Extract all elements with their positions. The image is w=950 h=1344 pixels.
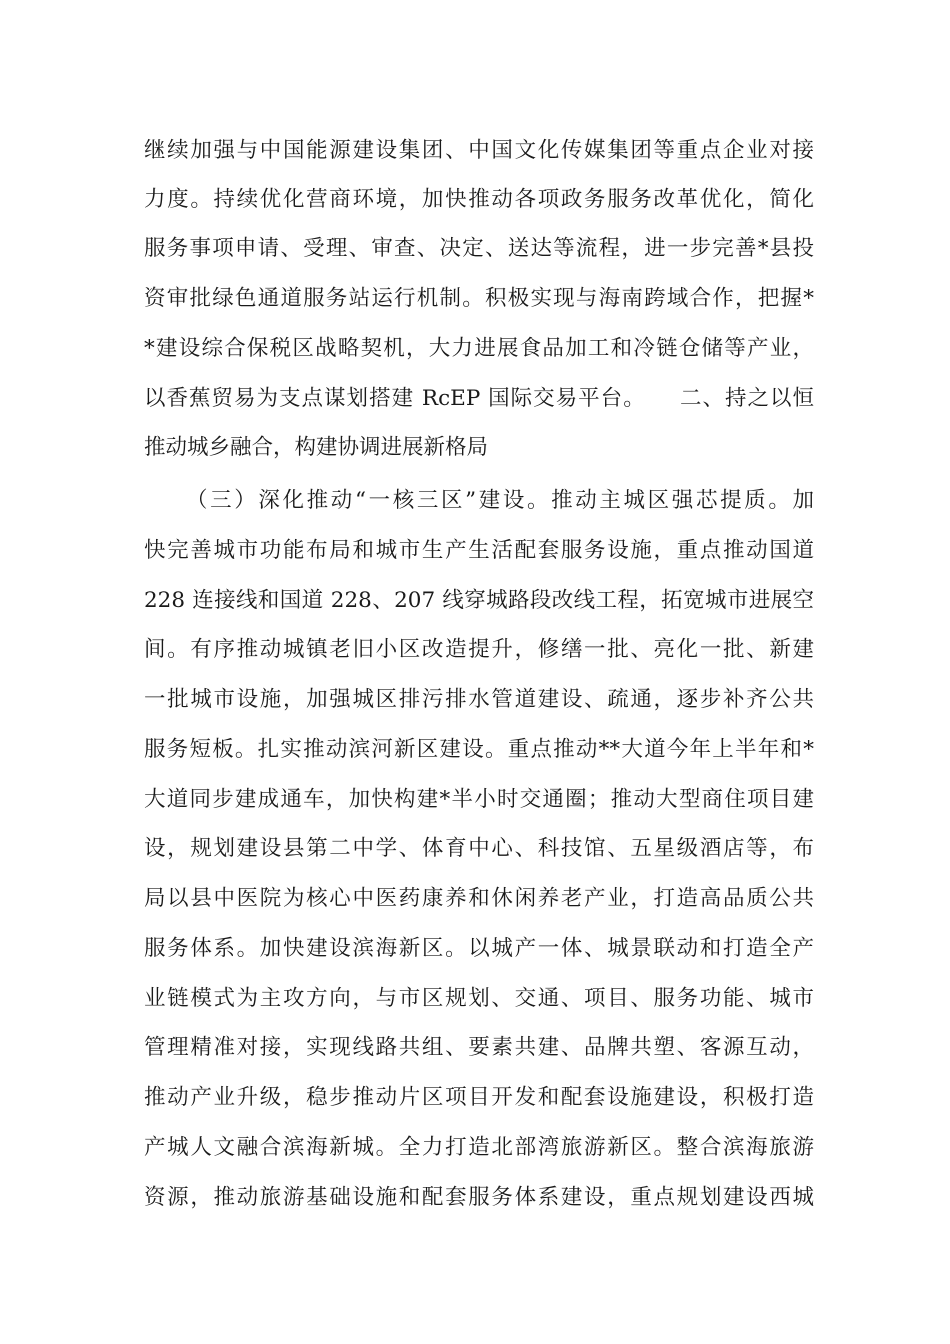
text-line: 继续加强与中国能源建设集团、中国文化传媒集团等重点企业对接: [144, 138, 814, 163]
text-line: 以香蕉贸易为支点谋划搭建 RcEP 国际交易平台。 二、持之以恒: [144, 386, 814, 411]
text-line: 推动产业升级，稳步推动片区项目开发和配套设施建设，积极打造: [144, 1085, 814, 1110]
text-line: 服务事项申请、受理、审查、决定、送达等流程，进一步完善*县投: [144, 236, 814, 261]
text-line: 设，规划建设县第二中学、体育中心、科技馆、五星级酒店等，布: [144, 836, 814, 861]
text-line: 管理精准对接，实现线路共组、要素共建、品牌共塑、客源互动，: [144, 1035, 814, 1060]
text-line: 228 连接线和国道 228、207 线穿城路段改线工程，拓宽城市进展空: [144, 588, 814, 613]
text-line: 力度。持续优化营商环境，加快推动各项政务服务改革优化，简化: [144, 187, 814, 212]
text-line: *建设综合保税区战略契机，大力进展食品加工和冷链仓储等产业，: [144, 336, 814, 361]
text-line: 服务体系。加快建设滨海新区。以城产一体、城景联动和打造全产: [144, 936, 814, 961]
text-line: 大道同步建成通车，加快构建*半小时交通圈；推动大型商住项目建: [144, 787, 814, 812]
text-line: 局以县中医院为核心中医药康养和休闲养老产业，打造高品质公共: [144, 886, 814, 911]
text-line: 间。有序推动城镇老旧小区改造提升，修缮一批、亮化一批、新建: [144, 637, 814, 662]
text-line: 资源，推动旅游基础设施和配套服务体系建设，重点规划建设西城: [144, 1185, 814, 1210]
text-line: 服务短板。扎实推动滨河新区建设。重点推动**大道今年上半年和*: [144, 737, 814, 762]
text-line: 业链模式为主攻方向，与市区规划、交通、项目、服务功能、城市: [144, 986, 814, 1011]
text-line: 快完善城市功能布局和城市生产生活配套服务设施，重点推动国道: [144, 538, 814, 563]
paragraph-first-line: （三）深化推动“一核三区”建设。推动主城区强芯提质。加: [186, 488, 814, 513]
section-heading: 推动城乡融合，构建协调进展新格局: [144, 435, 489, 460]
text-line: 产城人文融合滨海新城。全力打造北部湾旅游新区。整合滨海旅游: [144, 1135, 814, 1160]
text-line: 一批城市设施，加强城区排污排水管道建设、疏通，逐步补齐公共: [144, 687, 814, 712]
text-line: 资审批绿色通道服务站运行机制。积极实现与海南跨域合作，把握*: [144, 286, 814, 311]
